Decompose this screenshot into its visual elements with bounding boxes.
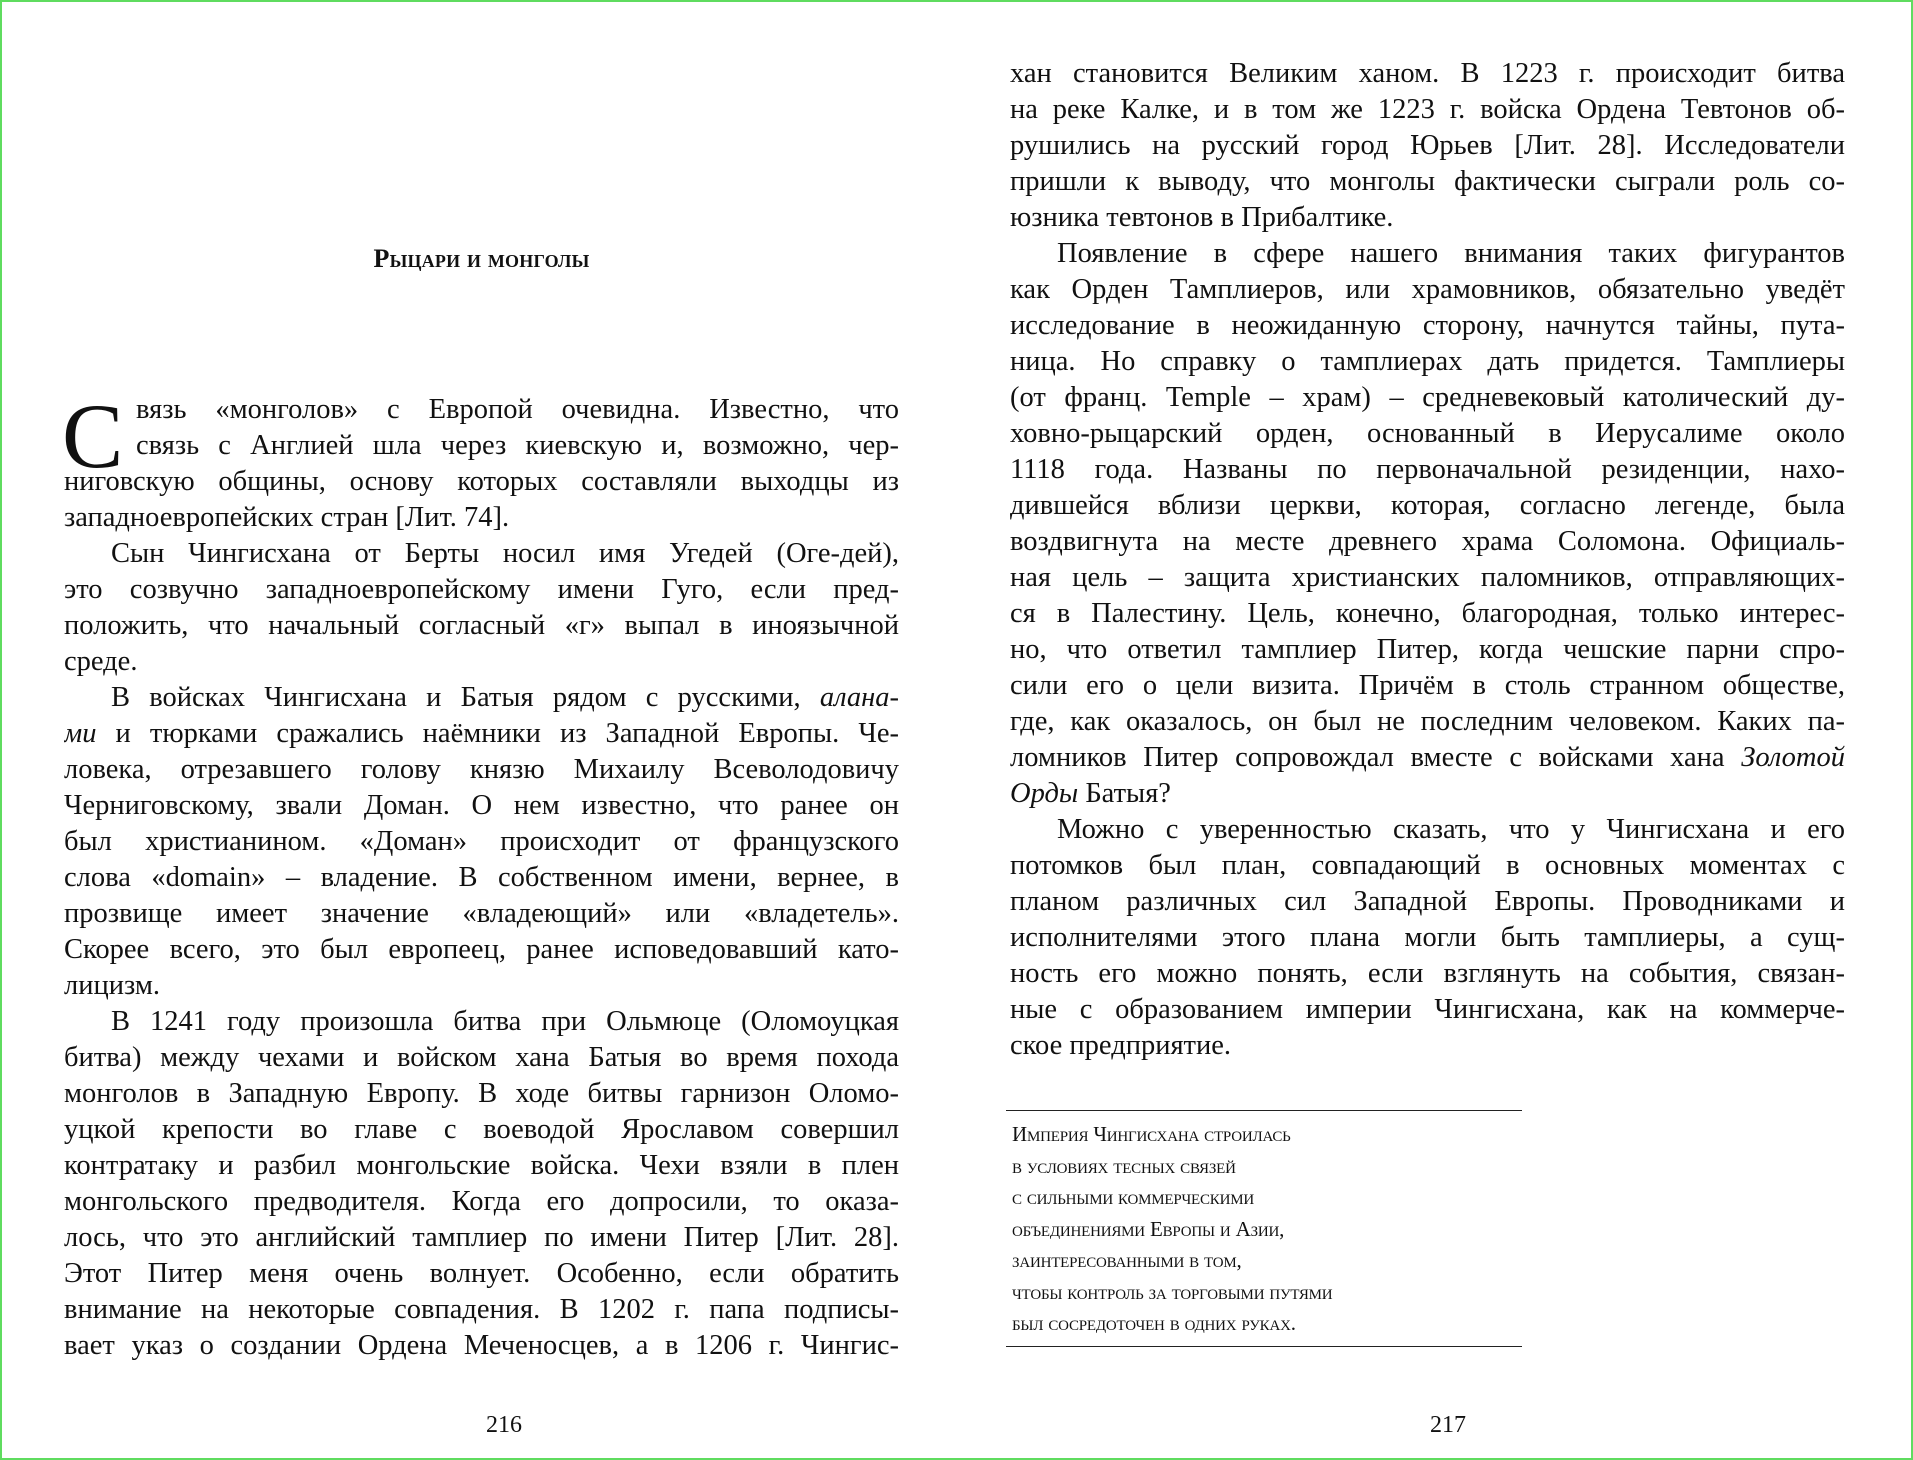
text-line: положить, что начальный согласный «г» выпал в иноязычной — [64, 610, 899, 641]
text-span: Батыя? — [1085, 778, 1171, 809]
pull-quote-line: объединениями Европы и Азии, — [1012, 1216, 1285, 1241]
text-line: где, как оказалось, он был не последним человеком. Каких па- — [1010, 706, 1845, 737]
text-line: прозвище имеет значение «владеющий» или «владетель». — [64, 898, 899, 929]
text-line: сили его о цели визита. Причём в столь странном обществе, — [1010, 670, 1845, 701]
text-line: Появление в сфере нашего внимания таких фигурантов — [1057, 238, 1845, 269]
text-line: Можно с уверенностью сказать, что у Чингисхана и его — [1057, 814, 1845, 845]
text-line: ные с образованием империи Чингисхана, как на коммерче- — [1010, 994, 1845, 1025]
text-line: слова «domain» – владение. В собственном имени, вернее, в — [64, 862, 899, 893]
paragraph-1 — [62, 385, 899, 536]
text-line: Этот Питер меня очень волнует. Особенно, если обратить — [64, 1258, 899, 1289]
text-line: исполнителями этого плана могли быть тамплиеры, а сущ- — [1010, 922, 1845, 953]
italic-term: ми — [64, 718, 97, 749]
text-line: ховно-рыцарский орден, основанный в Иерусалиме около — [1010, 418, 1845, 449]
pull-quote-line: был сосредоточен в одних руках. — [1012, 1311, 1296, 1335]
text-line: Черниговскому, звали Доман. О нем известно, что ранее он — [64, 790, 899, 821]
left-page — [64, 0, 899, 1460]
text-line: монгольского предводителя. Когда его допросили, то оказа- — [64, 1186, 899, 1217]
italic-term: Золотой — [1741, 742, 1845, 773]
text-line: среде. — [64, 646, 138, 677]
text-line: был христианином. «Доман» происходит от французского — [64, 826, 899, 857]
pull-quote-line: в условиях тесных связей — [1012, 1153, 1236, 1178]
pull-quote — [1006, 1110, 1522, 1347]
text-line: уцкой крепости во главе с воеводой Ярославом совершил — [64, 1114, 899, 1145]
text-line — [1010, 776, 1845, 812]
text-line: связь с Англией шла через киевскую и, возможно, чер- — [136, 430, 899, 461]
text-line: В 1241 году произошла битва при Ольмюце (Оломоуцкая — [111, 1006, 899, 1037]
text-line: лось, что это английский тамплиер по имени Питер [Лит. 28]. — [64, 1222, 899, 1253]
pull-quote-line: с сильными коммерческими — [1012, 1185, 1254, 1209]
text-line: рушились на русский город Юрьев [Лит. 28]. Исследователи — [1010, 130, 1845, 161]
page-number-right: 217 — [1430, 1412, 1466, 1438]
chapter-title: Рыцари и монголы — [373, 244, 590, 273]
text-line — [64, 680, 899, 716]
drop-cap: С — [62, 385, 124, 487]
text-line: вает указ о создании Ордена Меченосцев, а в 1206 г. Чингис- — [64, 1330, 899, 1361]
text-line: ся в Палестину. Цель, конечно, благородная, только интерес- — [1010, 598, 1845, 629]
text-line: ниговскую общины, основу которых составляли выходцы из — [64, 466, 899, 497]
text-line: ловека, отрезавшего голову князю Михаилу Всеволодовичу — [64, 754, 899, 785]
paragraph-r1 — [1010, 56, 1845, 236]
text-line: это созвучно западноевропейскому имени Гуго, если пред- — [64, 574, 899, 605]
text-line: Сын Чингисхана от Берты носил имя Угедей (Оге-дей), — [111, 538, 899, 569]
text-line: ность его можно понять, если взглянуть на события, связан- — [1010, 958, 1845, 989]
italic-term: Орды — [1010, 778, 1079, 809]
text-line: ная цель – защита христианских паломников, отправляющих- — [1010, 562, 1845, 593]
text-line: пришли к выводу, что монголы фактически сыграли роль со- — [1010, 166, 1845, 197]
pull-quote-line: Империя Чингисхана строилась — [1012, 1122, 1291, 1146]
text-line: (от франц. Temple – храм) – средневековый католический ду- — [1010, 382, 1845, 413]
text-span: В войсках Чингисхана и Батыя рядом с русскими, — [111, 682, 801, 713]
paragraph-3 — [64, 680, 899, 1004]
text-line: ница. Но справку о тамплиерах дать придется. Тамплиеры — [1010, 346, 1845, 377]
pull-quote-line: заинтересованными в том, — [1012, 1248, 1242, 1272]
text-line: контратаку и разбил монгольские войска. Чехи взяли в плен — [64, 1150, 899, 1181]
text-line: лицизм. — [64, 970, 160, 1001]
text-line: на реке Калке, и в том же 1223 г. войска Ордена Тевтонов об- — [1010, 94, 1845, 125]
text-line: юзника тевтонов в Прибалтике. — [1010, 202, 1394, 233]
text-line: но, что ответил тамплиер Питер, когда чешские парни спро- — [1010, 634, 1845, 665]
paragraph-4 — [64, 1004, 899, 1364]
text-line: хан становится Великим ханом. В 1223 г. происходит битва — [1010, 58, 1845, 89]
text-line: внимание на некоторые совпадения. В 1202 г. папа подписы- — [64, 1294, 899, 1325]
paragraph-2 — [64, 536, 899, 680]
text-line — [1010, 740, 1845, 776]
text-line: исследование в неожиданную сторону, начнутся тайны, пута- — [1010, 310, 1845, 341]
text-line: Скорее всего, это был европеец, ранее исповедовавший като- — [64, 934, 899, 965]
text-line: битва) между чехами и войском хана Батыя во время похода — [64, 1042, 899, 1073]
text-line: потомков был план, совпадающий в основных моментах с — [1010, 850, 1845, 881]
italic-term: алана- — [819, 682, 899, 713]
text-line: планом различных сил Западной Европы. Проводниками и — [1010, 886, 1845, 917]
pull-quote-line: чтобы контроль за торговыми путями — [1012, 1279, 1333, 1304]
text-line: воздвигнута на месте древнего храма Соломона. Официаль- — [1010, 526, 1845, 557]
text-line: монголов в Западную Европу. В ходе битвы гарнизон Оломо- — [64, 1078, 899, 1109]
text-line — [64, 716, 899, 752]
page-number-left: 216 — [486, 1412, 522, 1438]
text-line: дившейся вблизи церкви, которая, согласно легенде, была — [1010, 490, 1845, 521]
paragraph-r3 — [1010, 812, 1845, 1064]
text-line: ское предприятие. — [1010, 1030, 1232, 1061]
text-line: вязь «монголов» с Европой очевидна. Известно, что — [136, 394, 899, 425]
paragraph-r2 — [1010, 236, 1845, 812]
text-line: как Орден Тамплиеров, или храмовников, обязательно уведёт — [1010, 274, 1845, 305]
text-span: и тюрками сражались наёмники из Западной Европы. Че- — [115, 718, 899, 749]
text-line: западноевропейских стран [Лит. 74]. — [64, 502, 510, 533]
text-span: ломников Питер сопровождал вместе с войсками хана — [1010, 742, 1725, 773]
text-line: 1118 года. Названы по первоначальной резиденции, нахо- — [1010, 454, 1845, 485]
